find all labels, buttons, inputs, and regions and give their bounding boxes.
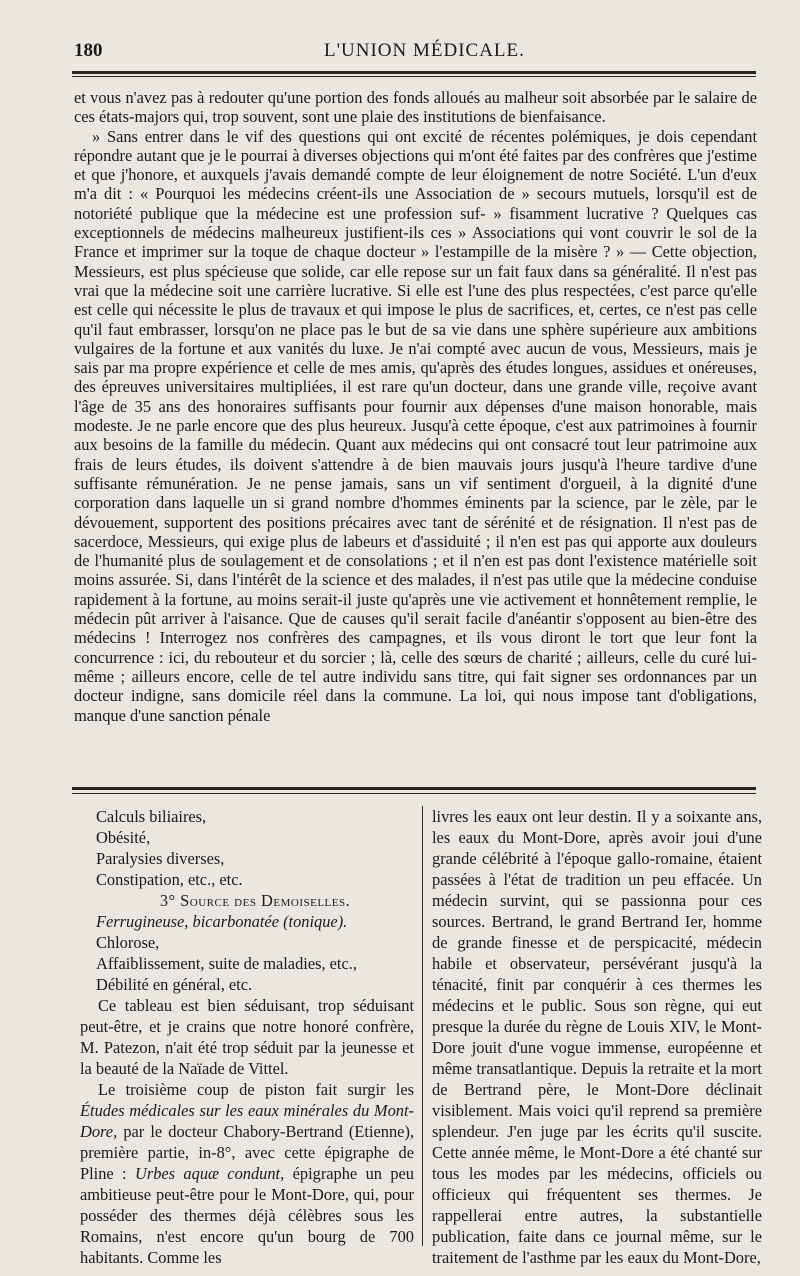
column-divider: [422, 806, 423, 1246]
header-rule: [72, 71, 756, 74]
book-title: Études médicales sur les eaux minérales du Mont-Dore,: [80, 1101, 414, 1141]
list-item: Calculs biliaires,: [96, 807, 207, 826]
left-column: [80, 806, 414, 1268]
section-rule-thin: [72, 793, 756, 794]
main-paragraph-2: » Sans entrer dans le vif des questions qui ont excité de récentes polémiques, je dois cependant répondre autant que je le pourrai à diverses objections qui m'ont été faites par des confrères que j'estime et que j'honore, et auxquels j'avais demandé compte de leur éloignement de notre Société. L'un d'eux m'a dit : « Pourquoi les médecins créent-ils une Association de » secours mutuels, lorsqu'il est de notoriété publique que la médecine est une profession suf- » fisamment lucrative ? Quelques cas exceptionnels de médecins malheureux justifient-ils ces » Associations qui vont couvrir le sol de la France et imprimer sur la toque de chaque docteur » l'estampille de la misère ? » — Cette objection, Messieurs, est plus spécieuse que solide, car elle repose sur un fait faux dans sa généralité. Il n'est pas vrai que la médecine soit une carrière lucrative. Si elle est l'une des plus respectées, c'est parce qu'elle est celle qui nécessite le plus de travaux et qui impose le plus de sacrifices, et, certes, ce n'est pas celle qu'il faut embrasser, lorsqu'on ne place pas le but de sa vie dans une sphère supérieure aux ambitions vulgaires de la fortune et aux vanités du luxe. Je n'ai compté avec aucun de vous, Messieurs, mais je sais par ma propre expérience et celle de mes amis, qu'après des études longues, assidues et onéreuses, des épreuves universitaires multipliées, il est rare qu'un docteur, dans une grande ville, reçoive avant l'âge de 35 ans des honoraires suffisants pour fournir aux dépenses d'une maison honorable, mais modeste. Je ne parle encore que des plus heureux. Jusqu'à cette époque, c'est aux patrimoines à fournir aux besoins de la famille du médecin. Quant aux médecins qui ont consacré tout leur patrimoine aux frais de leurs études, ils doivent s'attendre à de bien mauvais jours jusqu'à l'heure tardive d'une suffisante rémunération. Je ne pense jamais, sans un vif sentiment d'orgueil, à la dignité d'une corporation dans laquelle un si grand nombre d'hommes éminents par la science, par le zèle, par le dévouement, supportent des positions précaires avec tant de sérénité et de résignation. Il n'est pas de sacerdoce, Messieurs, qui exige plus de labeurs et d'assiduité ; il n'en est pas qui apporte aux douleurs de l'humanité plus de soulagement et de consolations ; et il n'en est pas dont l'existence matérielle soit moins assurée. Si, dans l'intérêt de la science et des malades, il n'est pas utile que la médecine conduise rapidement à la fortune, au moins serait-il juste qu'après une vie activement et honnêtement remplie, le médecin pût arriver à l'aisance. Que de causes qu'il serait facile d'anéantir s'opposent au bien-être des médecins ! Interrogez nos confrères des campagnes, et ils vous diront le tort que leur font la concurrence : ici, du rebouteur et du sorcier ; là, celle des sœurs de charité ; ailleurs, celle du curé lui-même ; ailleurs encore, celle de tel autre individu sans titre, qui fait signer ses ordonnances par un docteur indigne, sans domicile réel dans la commune. La loi, qui nous impose tant d'obligations, manque d'une sanction pénale: [74, 126, 757, 725]
main-text-block: [74, 88, 757, 725]
list-item: Affaiblissement, suite de maladies, etc.,: [96, 954, 357, 973]
running-title: L'UNION MÉDICALE.: [324, 40, 525, 61]
para2-mid: par le docteur Chabory-Bertrand (Etienne), première partie, in-8°, avec cette épigraphe de Pline :: [80, 1122, 414, 1183]
list-item: Débilité en général, etc.: [96, 975, 253, 994]
para2-end: épigraphe un peu ambitieuse peut-être pour le Mont-Dore, qui, pour posséder des thermes déjà célèbres sous les Romains, n'est encore qu'un bourg de 700 habitants. Comme les: [80, 1164, 414, 1267]
source-subheading: Ferrugineuse, bicarbonatée (tonique).: [96, 912, 348, 931]
source-heading: 3° Source des Demoiselles.: [159, 891, 351, 910]
epigraph-quote: Urbes aquæ condunt,: [135, 1164, 285, 1183]
main-paragraph-1: et vous n'avez pas à redouter qu'une portion des fonds alloués au malheur soit absorbée par le salaire de ces états-majors qui, trop souvent, sont une plaie des institutions de bienfaisance.: [74, 88, 757, 127]
right-paragraph: livres les eaux ont leur destin. Il y a soixante ans, les eaux du Mont-Dore, après avoir joui d'une grande célébrité à l'époque gallo-romaine, étaient passées à l'état de tradition un peu effacée. Un médecin survint, qui se passionna pour ces sources. Bertrand, le grand Bertrand Ier, homme de grande finesse et de perspicacité, médecin habile et observateur, persévérant jusqu'à la ténacité, finit par conquérir à ces thermes les médecins et le public. Sous son règne, qui eut presque la durée du règne de Louis XIV, le Mont-Dore jouit d'une vogue immense, européenne et même transatlantique. Depuis la retraite et la mort de Bertrand père, le Mont-Dore déclinait visiblement. Mais voici qu'il reprend sa première splendeur. J'en juge par les écrits qu'il suscite. Cette année même, le Mont-Dore a été chanté sur tous les modes par les médecins, officiels ou officieux qui fréquentent ses thermes. Je rappellerai entre autres, la substantielle publication, faite dans ce journal même, sur le traitement de l'asthme par les eaux du Mont-Dore,: [432, 807, 762, 1267]
section-rule: [72, 787, 756, 790]
page-number: 180: [74, 40, 103, 61]
header-rule-thin: [72, 76, 756, 77]
para2-start: Le troisième coup de piston fait surgir les: [98, 1080, 414, 1099]
list-item: Constipation, etc., etc.: [96, 870, 243, 889]
page-header: [74, 40, 754, 64]
left-paragraph-1: Ce tableau est bien séduisant, trop séduisant peut-être, et je crains que notre honoré confrère, M. Patezon, n'ait été trop séduit par la jeunesse et la beauté de la Naïade de Vittel.: [80, 996, 414, 1078]
list-item: Paralysies diverses,: [96, 849, 225, 868]
list-item: Chlorose,: [96, 933, 160, 952]
list-item: Obésité,: [96, 828, 151, 847]
right-column: [432, 806, 762, 1268]
left-paragraph-2: [80, 1079, 414, 1268]
